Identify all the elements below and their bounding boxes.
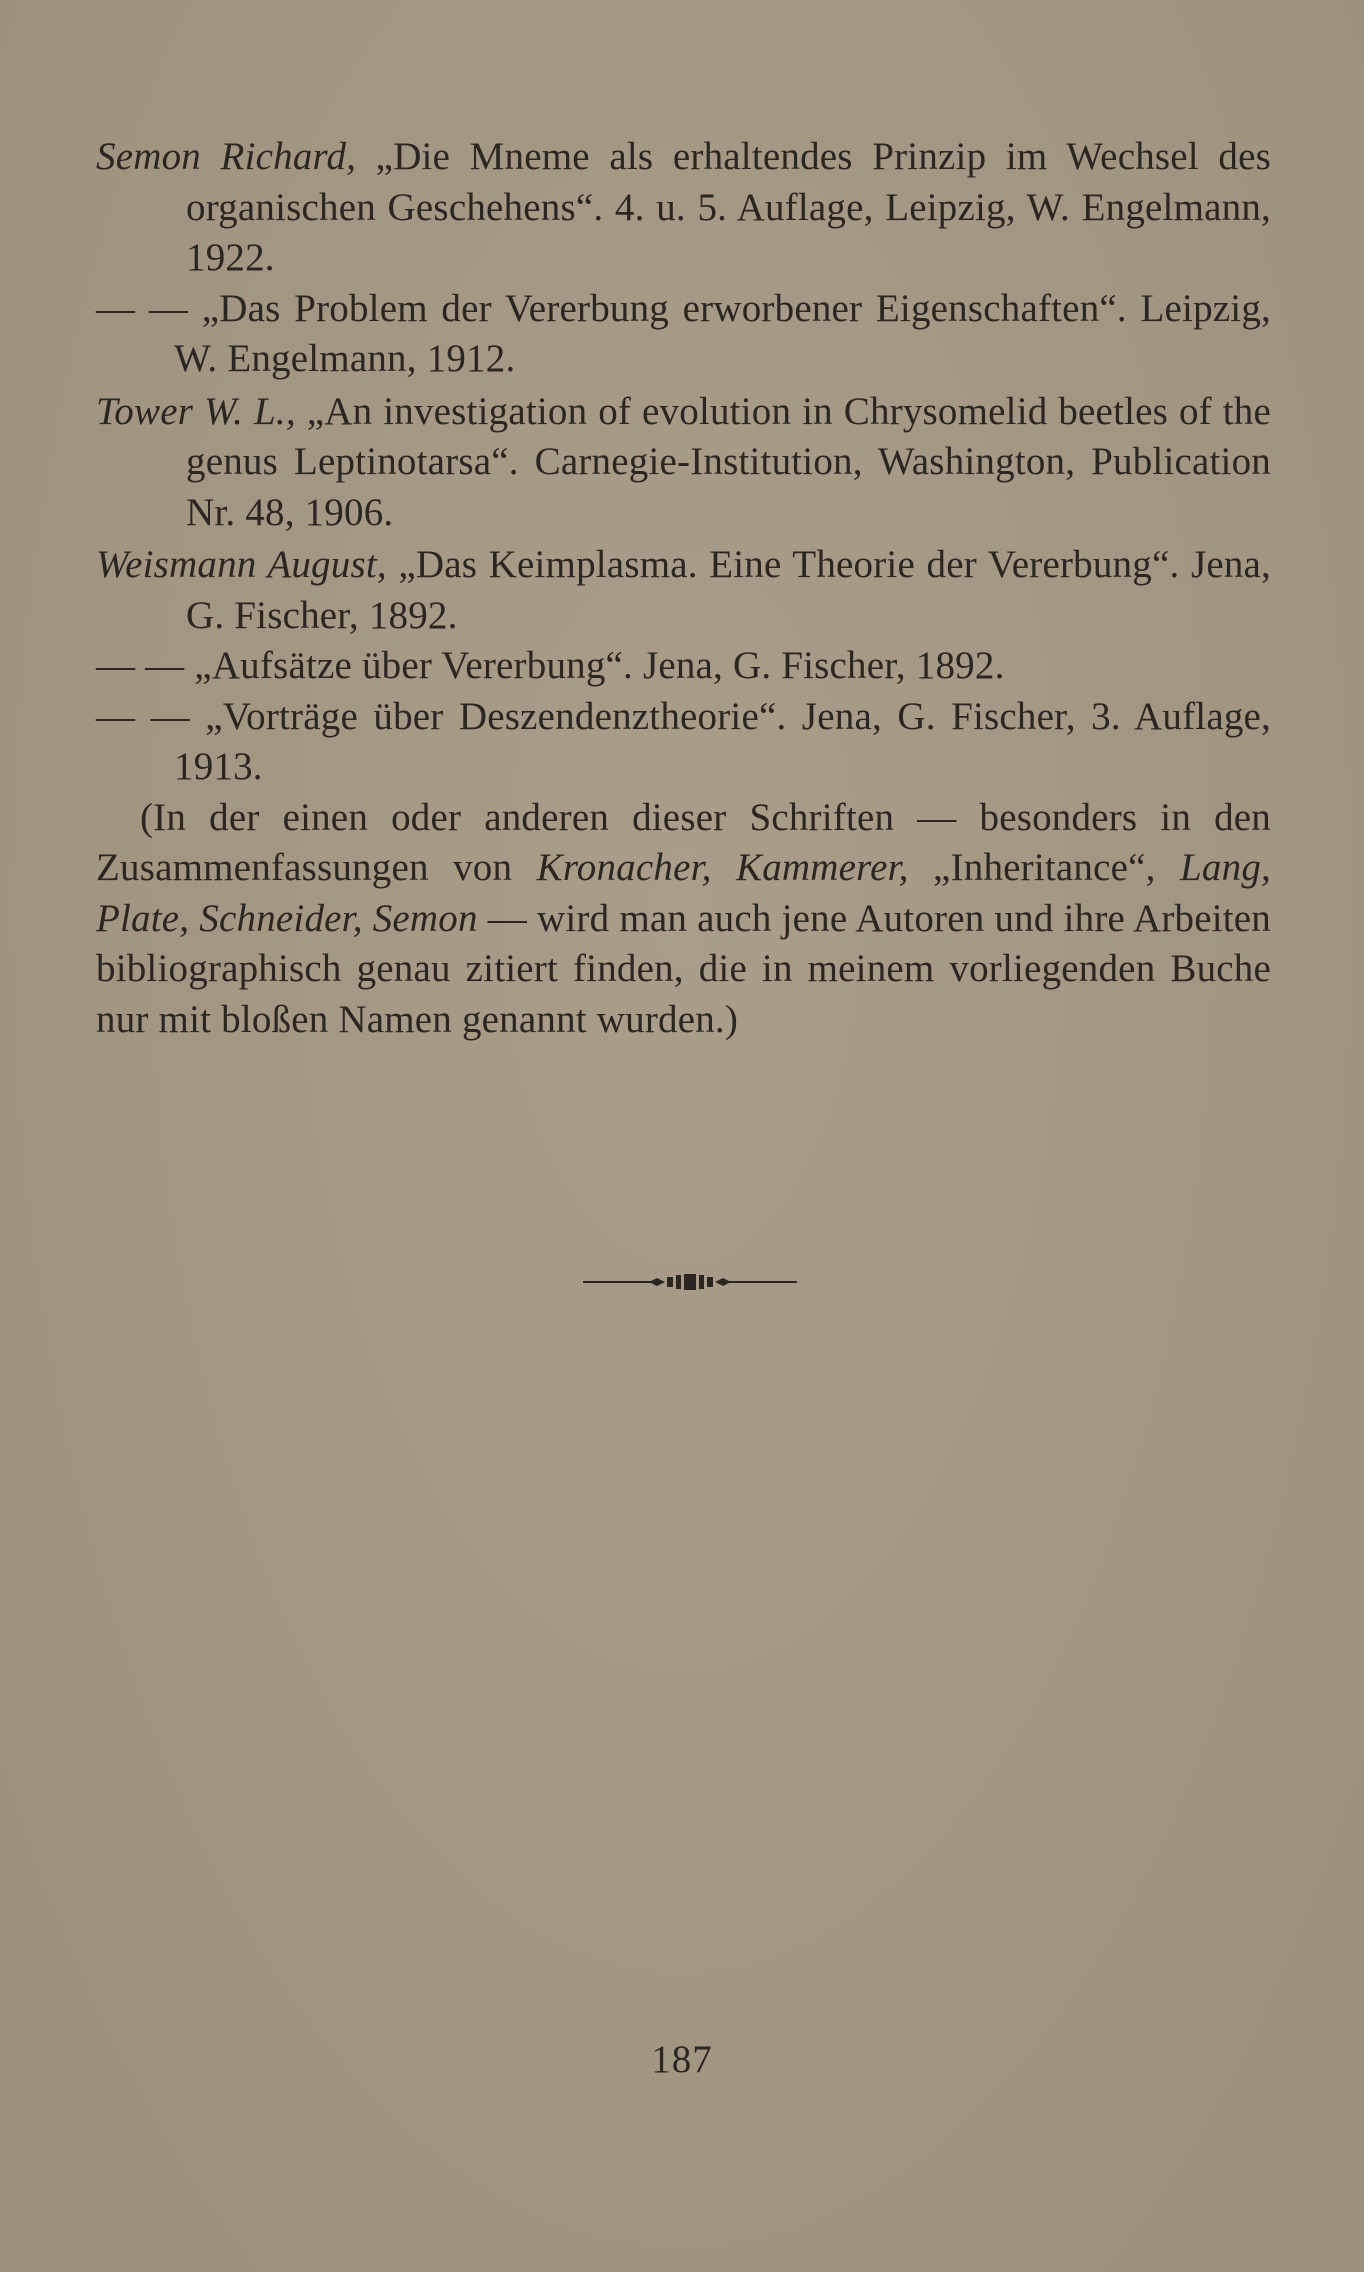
reference-text: „Das Keimplasma. Eine Theorie der Vererbung“. Jena, G. Fischer, 1892. — [186, 543, 1271, 637]
bibliography — [96, 132, 1271, 1045]
reference-entry — [96, 540, 1271, 641]
reference-author: — — — [96, 694, 190, 738]
closing-note — [96, 793, 1271, 1046]
reference-text: „Das Problem der Vererbung erworbener Eigenschaften“. Leipzig, W. Engelmann, 1912. — [174, 286, 1271, 380]
reference-entry — [96, 692, 1271, 793]
note-names: Kronacher, Kammerer, — [536, 846, 909, 889]
reference-author: Semon Richard, — [96, 135, 357, 178]
reference-author: Tower W. L., — [96, 389, 296, 433]
reference-text: „Vorträge über Deszendenztheorie“. Jena, G. Fischer, 3. Auflage, 1913. — [174, 694, 1271, 788]
reference-entry — [96, 284, 1271, 385]
page-number: 187 — [651, 2038, 713, 2081]
note-text: (In der einen oder anderen dieser Schriften — besonders in den Zusammenfassungen von — [96, 795, 1271, 889]
note-text: — wird man auch jene Autoren und ihre Arbeiten bibliographisch genau zitiert finden, die in meinem vorliegenden Buche nur mit bloßen Namen genannt wurden.) — [96, 896, 1272, 1041]
reference-entry — [96, 132, 1271, 284]
reference-author: — — — [96, 286, 189, 330]
reference-entry — [96, 387, 1271, 539]
reference-entry — [96, 641, 1271, 692]
note-text: „Inheritance“, — [908, 846, 1181, 889]
reference-text: „An investigation of evolution in Chrysomelid beetles of the genus Leptinotarsa“. Carnegie-Institution, Washington, Publication Nr. 48, 1906. — [186, 389, 1271, 534]
reference-text: „Aufsätze über Vererbung“. Jena, G. Fischer, 1892. — [184, 644, 1005, 687]
note-names: Lang, Plate, Schneider, Semon — [96, 846, 1271, 940]
reference-text: „Die Mneme als erhaltendes Prinzip im Wechsel des organischen Geschehens“. 4. u. 5. Auflage, Leipzig, W. Engelmann, 1922. — [186, 135, 1271, 279]
reference-author: — — — [96, 644, 185, 687]
reference-author: Weismann August, — [96, 543, 387, 586]
ornamental-rule-icon — [583, 1272, 797, 1292]
